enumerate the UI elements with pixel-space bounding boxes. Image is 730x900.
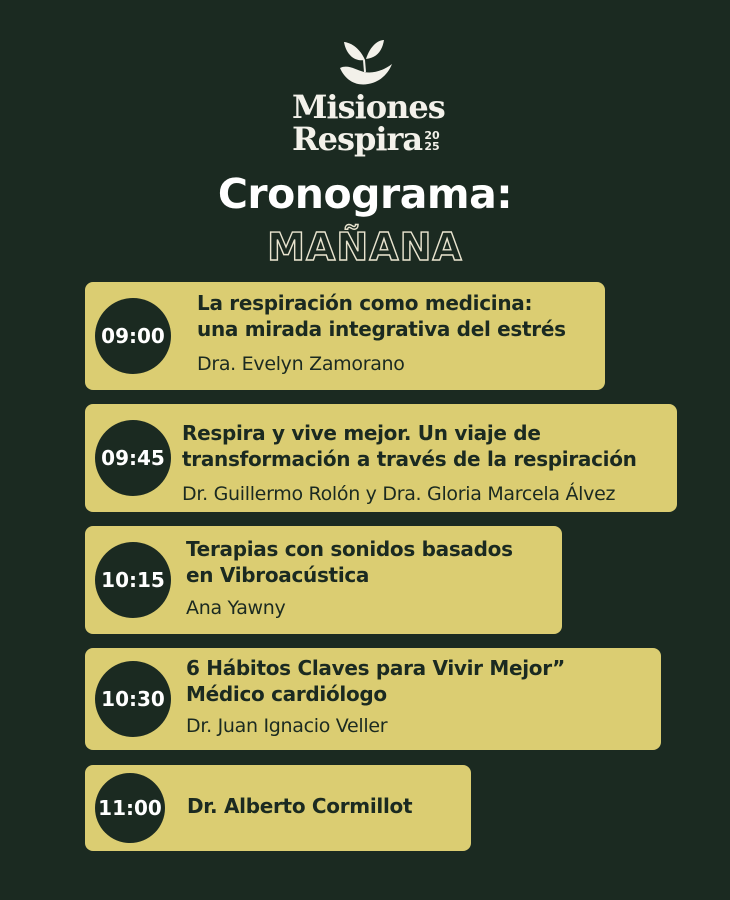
time-badge: 10:30 bbox=[95, 661, 171, 737]
talk-title-line: Respira y vive mejor. Un viaje de bbox=[182, 421, 541, 445]
talk-title bbox=[186, 655, 565, 707]
talk-title-line: Dr. Alberto Cormillot bbox=[187, 794, 413, 818]
page-title: Cronograma: bbox=[217, 170, 513, 218]
page-subtitle: MAÑANA bbox=[267, 225, 463, 269]
talk-title-line: La respiración como medicina: bbox=[197, 291, 533, 315]
speaker-name: Ana Yawny bbox=[186, 597, 286, 619]
talk-title-line: Terapias con sonidos basados bbox=[186, 537, 513, 561]
leaf-hand-logo-icon bbox=[334, 34, 396, 90]
speaker-name: Dr. Juan Ignacio Veller bbox=[186, 715, 388, 737]
time-badge: 09:45 bbox=[95, 420, 171, 496]
time-badge: 11:00 bbox=[95, 773, 165, 843]
talk-title bbox=[187, 793, 412, 819]
talk-title-line: en Vibroacústica bbox=[186, 563, 370, 587]
speaker-name: Dra. Evelyn Zamorano bbox=[197, 353, 405, 375]
talk-title bbox=[186, 536, 513, 588]
time-badge: 10:15 bbox=[95, 542, 171, 618]
talk-title-line: 6 Hábitos Claves para Vivir Mejor” bbox=[186, 656, 566, 680]
schedule-card-0900 bbox=[85, 282, 605, 390]
schedule-card-1030 bbox=[85, 648, 661, 750]
brand-year-bottom: 25 bbox=[424, 140, 440, 153]
speaker-name: Dr. Guillermo Rolón y Dra. Gloria Marcela Álvez bbox=[182, 483, 616, 505]
time-badge: 09:00 bbox=[95, 298, 171, 374]
schedule-card-0945 bbox=[85, 404, 677, 512]
talk-title bbox=[197, 290, 566, 342]
talk-title-line: transformación a través de la respiración bbox=[182, 447, 637, 471]
brand-year bbox=[424, 130, 440, 152]
talk-title-line: Médico cardiólogo bbox=[186, 682, 387, 706]
schedule-card-1015 bbox=[85, 526, 562, 634]
brand-line-2: Respira bbox=[292, 120, 423, 158]
talk-title-line: una mirada integrativa del estrés bbox=[197, 317, 566, 341]
brand-line-1: Misiones bbox=[292, 88, 445, 126]
brand-year-top: 20 bbox=[424, 129, 440, 142]
schedule-card-1100 bbox=[85, 765, 471, 851]
talk-title bbox=[182, 420, 637, 472]
